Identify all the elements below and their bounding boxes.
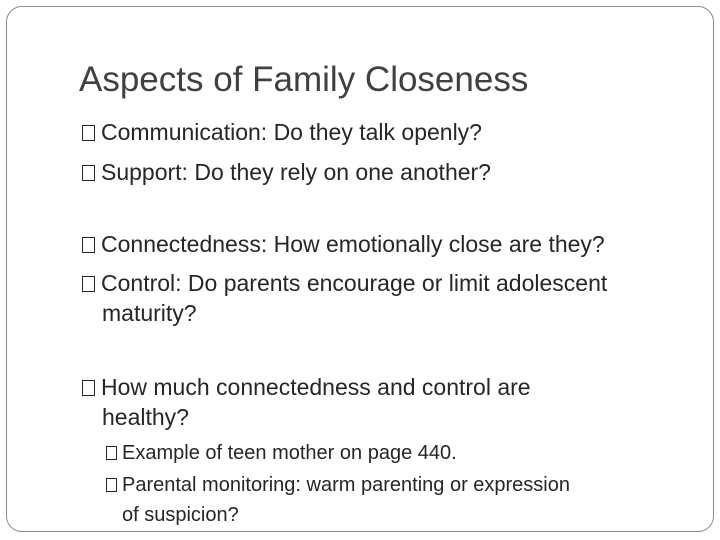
slide-title: Aspects of Family Closeness <box>79 60 529 99</box>
sub-bullet-example <box>106 438 696 468</box>
sub-bullet-parental-monitoring <box>106 470 696 530</box>
bullet-communication <box>82 117 702 147</box>
bullet-text: Communication: Do they talk openly? <box>101 119 482 145</box>
sub-bullet-box-icon <box>106 446 117 460</box>
bullet-box-icon <box>82 237 95 253</box>
bullet-how-much <box>82 372 702 432</box>
sub-bullet-continuation: of suspicion? <box>122 504 239 526</box>
bullet-box-icon <box>82 380 95 396</box>
bullet-box-icon <box>82 165 95 181</box>
bullet-text: Control: Do parents encourage or limit adolescent <box>101 270 608 296</box>
bullet-control <box>82 268 702 328</box>
bullet-connectedness <box>82 229 702 259</box>
bullet-text: Support: Do they rely on one another? <box>101 159 491 185</box>
bullet-box-icon <box>82 276 95 292</box>
bullet-continuation: healthy? <box>102 404 189 430</box>
bullet-support <box>82 157 702 187</box>
sub-bullet-text: Parental monitoring: warm parenting or expression <box>122 474 570 496</box>
sub-bullet-box-icon <box>106 478 117 492</box>
bullet-text: How much connectedness and control are <box>101 374 531 400</box>
bullet-box-icon <box>82 125 95 141</box>
sub-bullet-text: Example of teen mother on page 440. <box>122 442 457 464</box>
bullet-text: Connectedness: How emotionally close are they? <box>101 231 605 257</box>
bullet-continuation: maturity? <box>102 300 197 326</box>
